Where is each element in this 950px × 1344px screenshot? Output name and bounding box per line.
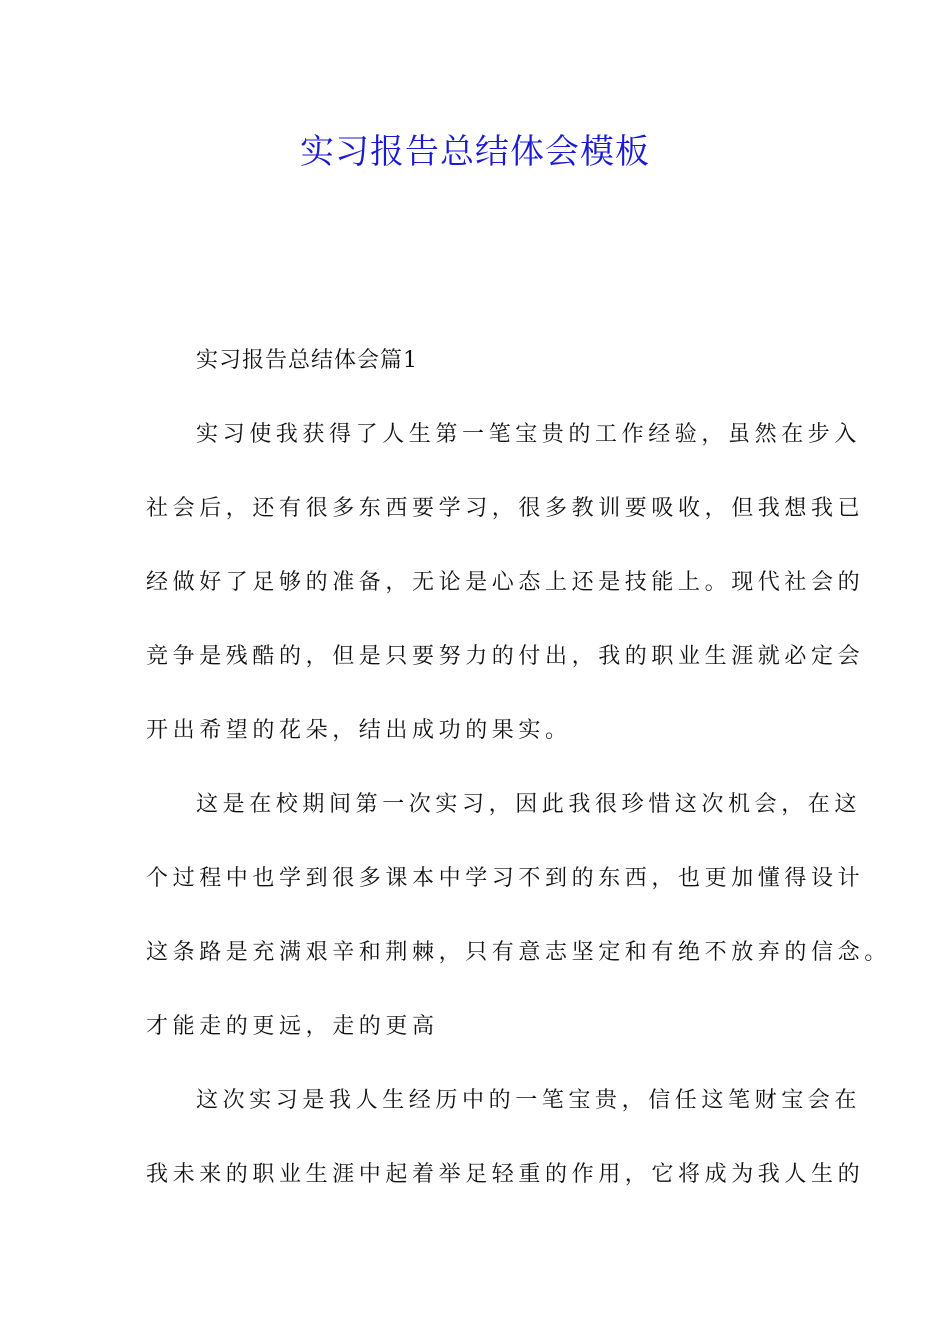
paragraph-line: 社会后，还有很多东西要学习，很多教训要吸收，但我想我已	[146, 496, 865, 521]
paragraph-line: 个过程中也学到很多课本中学习不到的东西，也更加懂得设计	[146, 866, 865, 891]
section-heading: 实习报告总结体会篇1	[196, 348, 418, 373]
paragraph-line: 这次实习是我人生经历中的一笔宝贵，信任这笔财宝会在	[196, 1088, 862, 1113]
paragraph-line: 我未来的职业生涯中起着举足轻重的作用，它将成为我人生的	[146, 1162, 865, 1187]
paragraph-line: 竞争是残酷的，但是只要努力的付出，我的职业生涯就必定会	[146, 644, 865, 669]
paragraph-line: 经做好了足够的准备，无论是心态上还是技能上。现代社会的	[146, 570, 865, 595]
paragraph-line: 开出希望的花朵，结出成功的果实。	[146, 718, 572, 743]
paragraph-line: 实习使我获得了人生第一笔宝贵的工作经验，虽然在步入	[196, 422, 862, 447]
paragraph-line: 这是在校期间第一次实习，因此我很珍惜这次机会，在这	[196, 792, 862, 817]
document-title: 实习报告总结体会模板	[300, 132, 650, 172]
paragraph-line: 才能走的更远，走的更高	[146, 1014, 439, 1039]
document-body	[146, 342, 891, 1230]
paragraph-line: 这条路是充满艰辛和荆棘，只有意志坚定和有绝不放弃的信念。	[146, 940, 891, 965]
